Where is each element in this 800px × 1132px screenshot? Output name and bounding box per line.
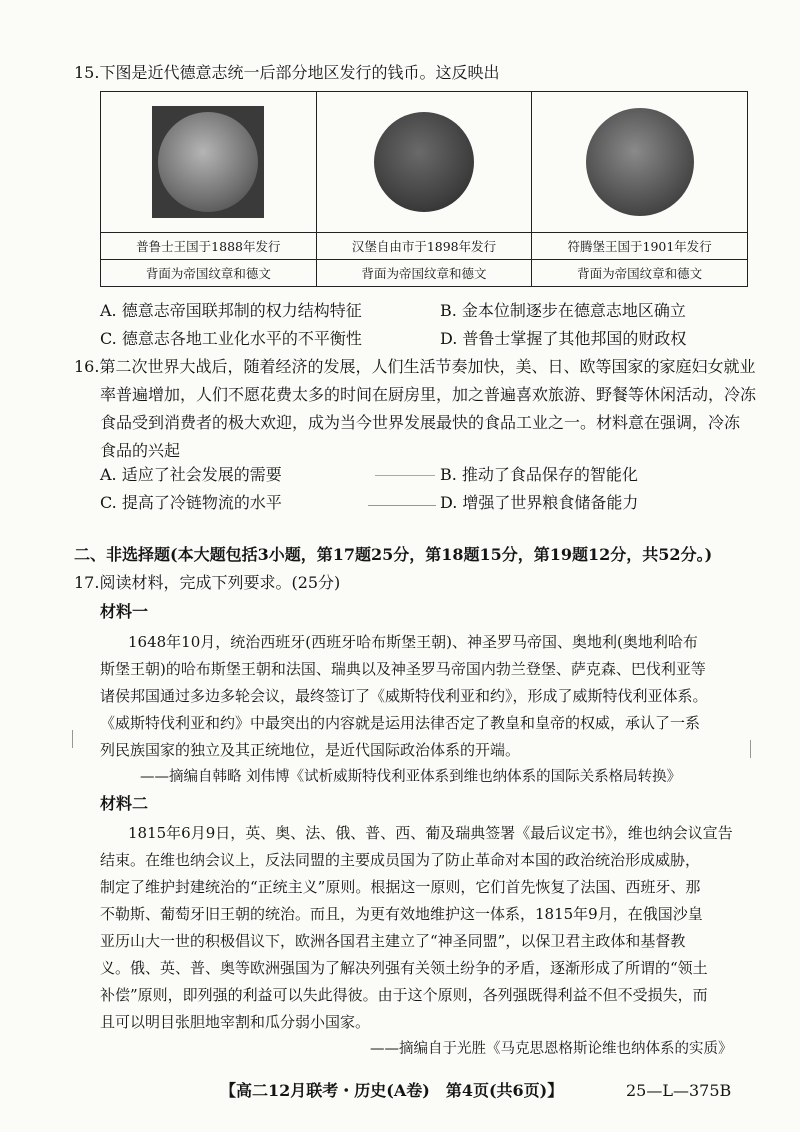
material-two-source: ——摘编自于光胜《马克思恩格斯论维也纳体系的实质》 (370, 1041, 733, 1057)
scan-artifact (750, 740, 751, 758)
scan-artifact (368, 505, 436, 506)
coin-image-cell (532, 92, 748, 233)
material-two-line: 制定了维护封建统治的“正统主义”原则。根据这一原则，它们首先恢复了法国、西班牙、那 (100, 878, 701, 896)
q16-option-a[interactable]: A. 适应了社会发展的需要 (100, 465, 282, 484)
material-one-line: 列民族国家的独立及其正统地位，是近代国际政治体系的开端。 (100, 741, 521, 759)
scan-artifact (375, 475, 435, 476)
coin-prussia-icon (152, 106, 264, 218)
q16-stem-line: 食品受到消费者的极大欢迎，成为当今世界发展最快的食品工业之一。材料意在强调，冷冻 (100, 413, 741, 432)
coin-wurttemberg-icon (586, 108, 694, 216)
coin-back-desc: 背面为帝国纹章和德文 (101, 260, 317, 287)
material-two-line: 且可以明目张胆地宰割和瓜分弱小国家。 (100, 1013, 371, 1031)
q16-stem-line: 16.第二次世界大战后，随着经济的发展，人们生活节奏加快，美、日、欧等国家的家庭妇女就业 (74, 357, 756, 376)
material-two-line: 补偿”原则，即列强的利益可以失此得彼。由于这个原则，各列强既得利益不但不受损失，而 (100, 986, 708, 1004)
material-two-line: 义。俄、英、普、奥等欧洲强国为了解决列强有关领土纷争的矛盾，逐渐形成了所谓的“领土 (100, 959, 708, 977)
coin-table (100, 91, 748, 287)
q16-option-c[interactable]: C. 提高了冷链物流的水平 (100, 493, 282, 512)
q16-stem-line: 食品的兴起 (100, 441, 181, 460)
material-one-title: 材料一 (100, 602, 149, 621)
material-one-line: 1648年10月，统治西班牙(西班牙哈布斯堡王朝)、神圣罗马帝国、奥地利(奥地利哈布 (128, 633, 698, 651)
material-one-line: 《威斯特伐利亚和约》中最突出的内容就是运用法律否定了教皇和皇帝的权威，承认了一系 (100, 714, 701, 732)
footer-info: 【高二12月联考・历史(A卷) 第4页(共6页)】 (220, 1081, 564, 1100)
q15-option-a[interactable]: A. 德意志帝国联邦制的权力结构特征 (100, 301, 362, 320)
material-two-line: 亚历山大一世的积极倡议下，欧洲各国君主建立了“神圣同盟”，以保卫君主政体和基督教 (100, 932, 686, 950)
q17-stem: 17.阅读材料，完成下列要求。(25分) (74, 573, 341, 592)
material-one-line: 斯堡王朝)的哈布斯堡王朝和法国、瑞典以及神圣罗马帝国内勃兰登堡、萨克森、巴伐利亚等 (100, 660, 706, 678)
coin-caption: 普鲁士王国于1888年发行 (101, 233, 317, 260)
q16-option-b[interactable]: B. 推动了食品保存的智能化 (440, 465, 638, 484)
material-two-line: 结束。在维也纳会议上，反法同盟的主要成员国为了防止革命对本国的政治统治形成威胁， (100, 851, 701, 869)
coin-caption: 汉堡自由市于1898年发行 (316, 233, 532, 260)
scan-artifact (72, 730, 73, 748)
material-two-line: 不勒斯、葡萄牙旧王朝的统治。而且，为更有效地维护这一体系，1815年9月，在俄国沙皇 (100, 905, 703, 923)
q15-option-d[interactable]: D. 普鲁士掌握了其他邦国的财政权 (440, 329, 687, 348)
q16-stem-line: 率普遍增加，人们不愿花费太多的时间在厨房里，加之普遍喜欢旅游、野餐等休闲活动，冷冻 (100, 385, 757, 404)
coin-back-desc: 背面为帝国纹章和德文 (532, 260, 748, 287)
q15-option-c[interactable]: C. 德意志各地工业化水平的不平衡性 (100, 329, 362, 348)
coin-caption: 符腾堡王国于1901年发行 (532, 233, 748, 260)
q15-stem: 15.下图是近代德意志统一后部分地区发行的钱币。这反映出 (74, 63, 500, 82)
q16-option-d[interactable]: D. 增强了世界粮食储备能力 (440, 493, 639, 512)
material-one-line: 诸侯邦国通过多边多轮会议，最终签订了《威斯特伐利亚和约》，形成了威斯特伐利亚体系。 (100, 687, 708, 705)
q15-option-b[interactable]: B. 金本位制逐步在德意志地区确立 (440, 301, 686, 320)
section-title: 二、非选择题(本大题包括3小题，第17题25分，第18题15分，第19题12分，共52分。) (74, 545, 713, 564)
material-two-title: 材料二 (100, 794, 149, 813)
coin-image-cell (101, 92, 317, 233)
coin-back-desc: 背面为帝国纹章和德文 (316, 260, 532, 287)
material-one-source: ——摘编自韩略 刘伟博《试析威斯特伐利亚体系到维也纳体系的国际关系格局转换》 (140, 769, 682, 785)
footer-code: 25—L—375B (626, 1081, 732, 1100)
material-two-line: 1815年6月9日，英、奥、法、俄、普、西、葡及瑞典签署《最后议定书》，维也纳会议宣告 (128, 824, 733, 842)
coin-image-cell (316, 92, 532, 233)
coin-hamburg-icon (374, 112, 474, 212)
